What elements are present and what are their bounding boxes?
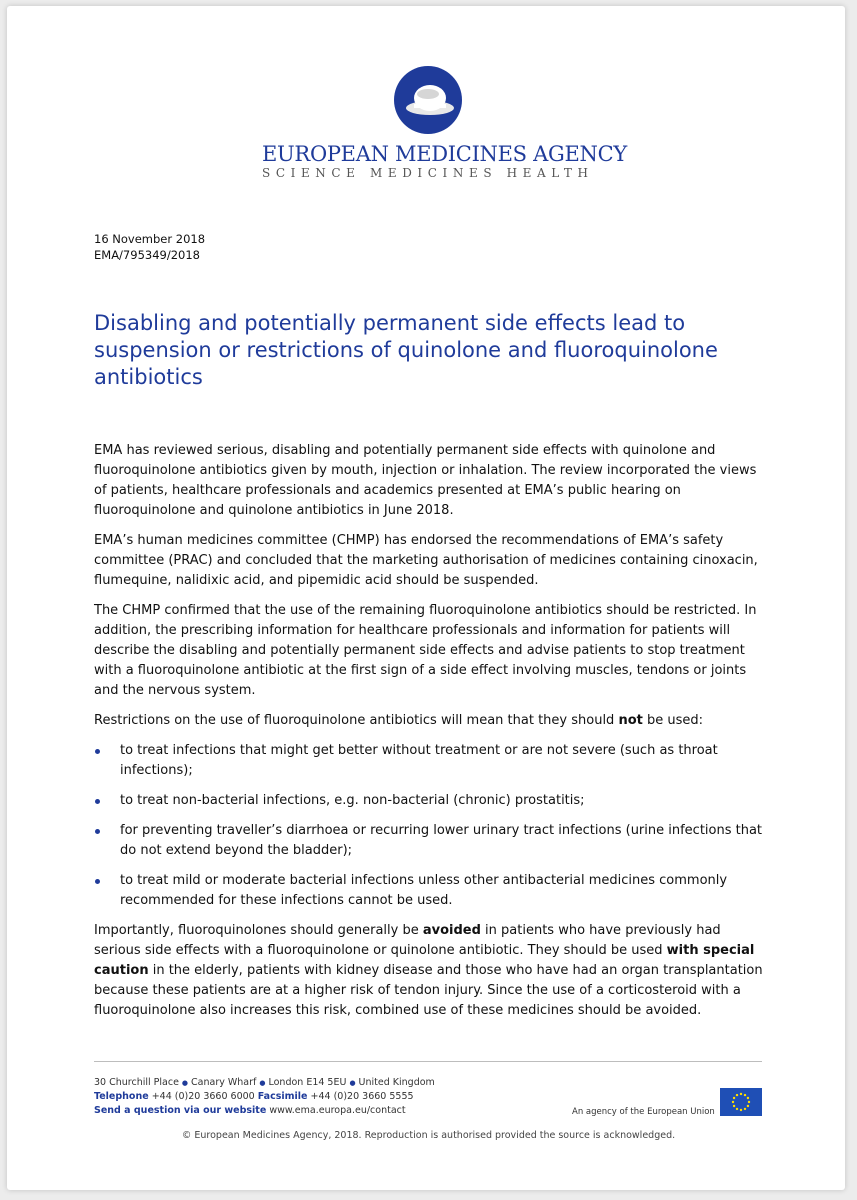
- footer-question-line: [94, 1104, 435, 1118]
- eu-star-icon: [733, 1097, 735, 1099]
- bullet-dot-icon: [95, 749, 100, 754]
- document-date: 16 November 2018: [94, 232, 206, 246]
- footer-phone-line: [94, 1090, 435, 1104]
- telephone-label: Telephone: [94, 1091, 149, 1102]
- text-span: in patients who have previously had serious side effects with a fluoroquinolone or quinolone antibiotic. They should be used: [94, 923, 721, 958]
- address-part: 30 Churchill Place: [94, 1077, 179, 1088]
- address-part: London E14 5EU: [268, 1077, 347, 1088]
- eu-star-icon: [747, 1105, 749, 1107]
- paragraph-restrictions: The CHMP confirmed that the use of the remaining fluoroquinolone antibiotics should be restricted. In addition, the prescribing information for healthcare professionals and information for patients will describe the disabling and potentially permanent side effects and advise patients to stop treatment with a fluoroquinolone antibiotic at the first sign of a side effect involving muscles, tendons or joints and the nervous system.: [94, 603, 757, 698]
- eu-star-icon: [732, 1101, 734, 1103]
- eu-star-icon: [748, 1101, 750, 1103]
- paragraph-not-used: [94, 711, 764, 731]
- agency-name: EUROPEAN MEDICINES AGENCY: [262, 142, 627, 166]
- text-span: in the elderly, patients with kidney disease and those who have had an organ transplantation because these patients are at a higher risk of tendon injury. Since the use of a corticosteroid with a fluoroquinolone also increases this risk, combined use of these medicines should be avoided.: [94, 963, 763, 1018]
- eu-star-icon: [736, 1108, 738, 1110]
- list-item: [94, 741, 764, 781]
- address-part: Canary Wharf: [191, 1077, 257, 1088]
- bold-text: with special caution: [94, 943, 755, 978]
- eu-star-icon: [747, 1097, 749, 1099]
- agency-tagline: SCIENCE MEDICINES HEALTH: [262, 166, 594, 180]
- text-span: be used:: [642, 713, 704, 728]
- eu-star-icon: [744, 1108, 746, 1110]
- eu-agency-text: An agency of the European Union: [572, 1107, 715, 1117]
- eu-star-icon: [740, 1109, 742, 1111]
- question-label: Send a question via our website: [94, 1105, 267, 1116]
- eu-flag-icon: [720, 1088, 762, 1116]
- text-span: Restrictions on the use of fluoroquinolone antibiotics will mean that they should: [94, 713, 619, 728]
- eu-star-icon: [733, 1105, 735, 1107]
- website-link[interactable]: www.ema.europa.eu/contact: [269, 1105, 406, 1116]
- facsimile-label: Facsimile: [257, 1091, 308, 1102]
- eu-star-icon: [740, 1093, 742, 1095]
- copyright-notice: © European Medicines Agency, 2018. Reproduction is authorised provided the source is acknowledged.: [181, 1130, 676, 1141]
- document-reference: EMA/795349/2018: [94, 248, 200, 262]
- document-body: [94, 441, 764, 1031]
- list-item-text: to treat infections that might get better without treatment or are not severe (such as throat infections);: [120, 743, 718, 778]
- paragraph-review: EMA has reviewed serious, disabling and potentially permanent side effects with quinolone and fluoroquinolone antibiotics given by mouth, injection or inhalation. The review incorporated the views of patients, healthcare professionals and academics presented at EMA’s public hearing on fluoroquinolone and quinolone antibiotics in June 2018.: [94, 443, 757, 518]
- bold-text: not: [618, 713, 643, 728]
- list-item: [94, 821, 764, 861]
- facsimile-number: +44 (0)20 3660 5555: [310, 1091, 414, 1102]
- text-span: Importantly, fluoroquinolones should generally be: [94, 923, 423, 938]
- paragraph-caution: [94, 921, 764, 1021]
- address-part: United Kingdom: [358, 1077, 435, 1088]
- footer-address: [94, 1076, 435, 1090]
- restriction-list: [94, 741, 764, 911]
- page-title: Disabling and potentially permanent side effects lead to suspension or restrictions of quinolone and fluoroquinolone antibiotics: [94, 311, 718, 389]
- bullet-dot-icon: [95, 829, 100, 834]
- telephone-number: +44 (0)20 3660 6000: [151, 1091, 255, 1102]
- list-item-text: to treat mild or moderate bacterial infections unless other antibacterial medicines commonly recommended for these infections cannot be used.: [120, 873, 728, 908]
- list-item-text: to treat non-bacterial infections, e.g. non-bacterial (chronic) prostatitis;: [120, 793, 585, 808]
- separator-dot-icon: ●: [181, 1079, 189, 1087]
- eu-star-icon: [744, 1094, 746, 1096]
- bullet-dot-icon: [95, 799, 100, 804]
- separator-dot-icon: ●: [349, 1079, 356, 1087]
- bold-text: avoided: [422, 923, 481, 938]
- document-meta: [94, 231, 205, 263]
- eu-star-icon: [736, 1094, 738, 1096]
- list-item: [94, 871, 764, 911]
- footer-divider: [94, 1061, 762, 1062]
- paragraph-chmp: EMA’s human medicines committee (CHMP) has endorsed the recommendations of EMA’s safety committee (PRAC) and concluded that the marketing authorisation of medicines containing cinoxacin, flumequine, nalidixic acid, and pipemidic acid should be suspended.: [94, 533, 758, 588]
- list-item-text: for preventing traveller’s diarrhoea or recurring lower urinary tract infections (urine infections that do not extend beyond the bladder);: [120, 823, 763, 858]
- list-item: [94, 791, 764, 811]
- bullet-dot-icon: [95, 879, 100, 884]
- ema-logo-icon: [392, 64, 464, 136]
- separator-dot-icon: ●: [259, 1079, 266, 1087]
- footer-contact: [94, 1076, 435, 1118]
